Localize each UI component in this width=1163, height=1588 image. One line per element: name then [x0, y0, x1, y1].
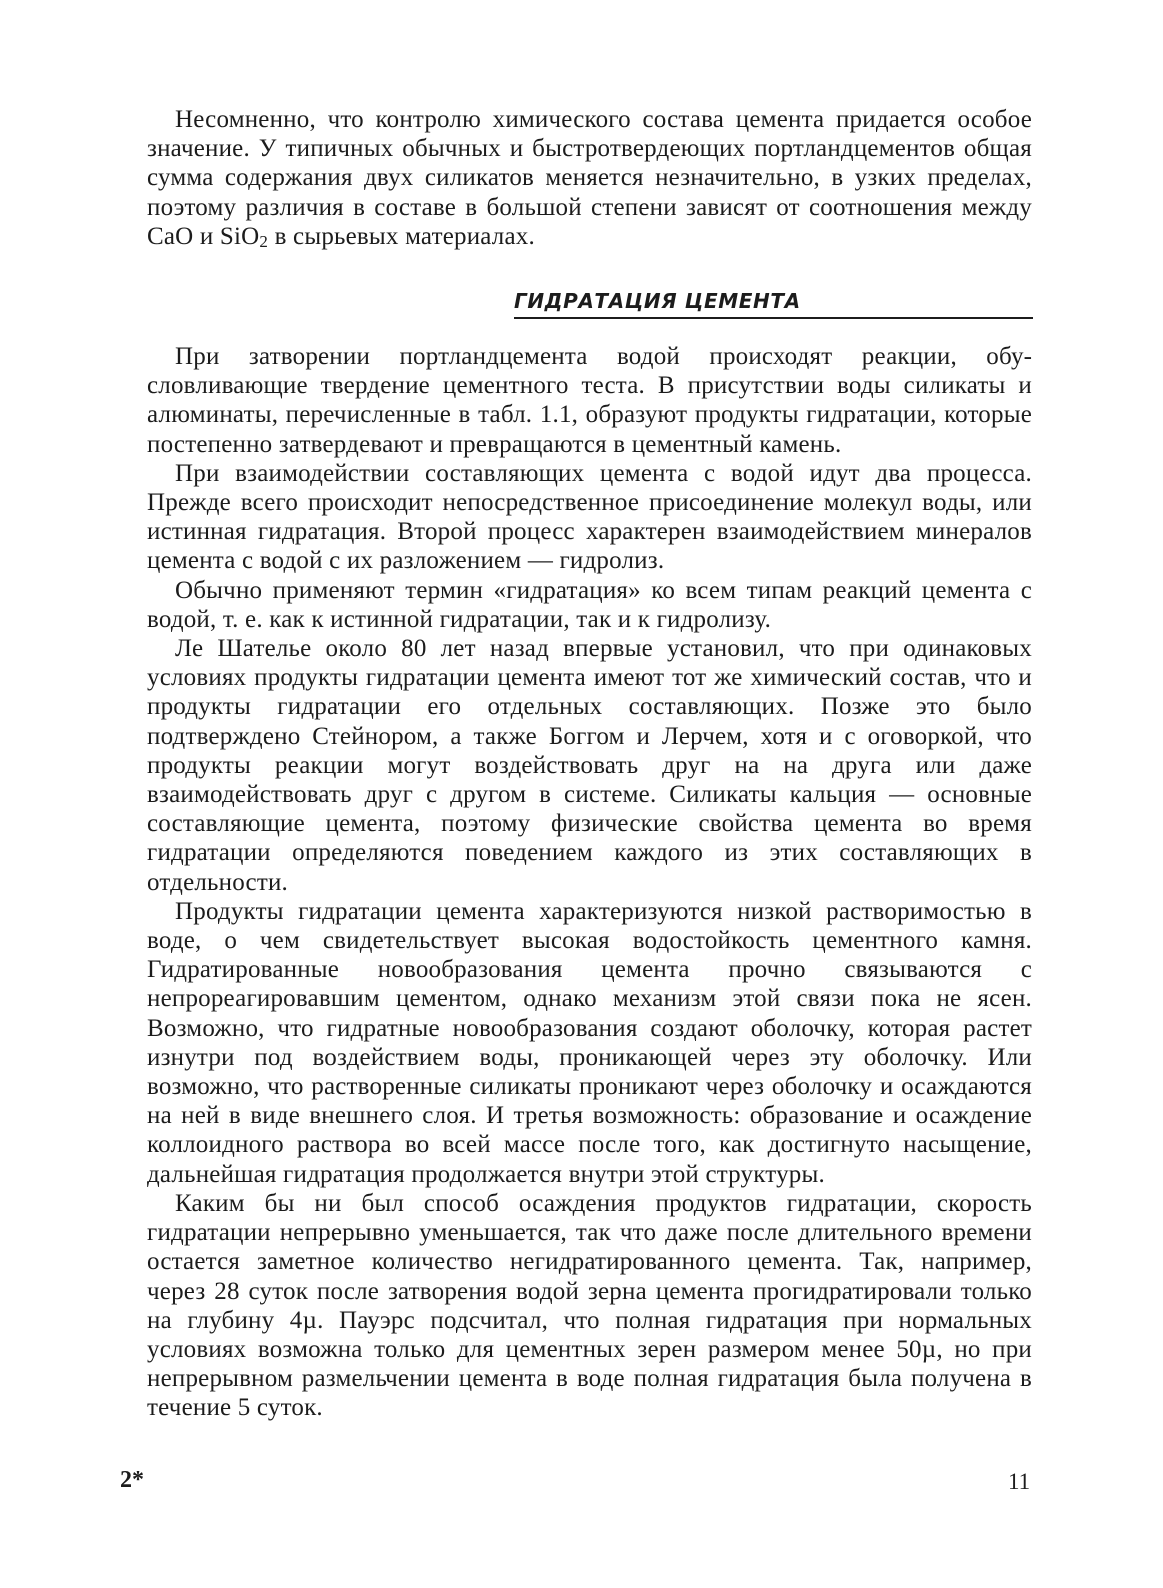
- body-paragraph-2: При взаимодействии составляющих цемента с водой идут два процесса. Прежде всего происходит непосредственное присоединение молекул воды, или истинная гидратация. Второй процесс характерен взаимодействием минералов цемента с водой с их разложением — гидролиз.: [147, 459, 1032, 575]
- body-paragraph-6: Каким бы ни был способ осаждения продуктов гидратации, скорость гидратации непрерывно уменьшается, так что даже после длительного времени остается заметное количество негидратированного цемента. Так, например, через 28 суток после затворения водой зерна цемента прогидратировали только на глубину 4µ. Пауэрс подсчитал, что полная гидратация при нормальных условиях возможна только для цементных зерен размером менее 50µ, но при непрерывном размельчении цемента в воде полная гидратация была получена в течение 5 суток.: [147, 1189, 1032, 1422]
- body-paragraph-5: Продукты гидратации цемента характеризуются низкой растворимостью в воде, о чем свидетельствует высокая водостойкость цементного камня. Гидратированные новообразования цемента прочно связываются с непрореагировавшим цементом, однако механизм этой связи пока не ясен. Возможно, что гидратные новообразования создают оболочку, которая растет изнутри под воздействием воды, проникающей через эту оболочку. Или возможно, что растворенные силикаты проникают через оболочку и осаждаются на ней в виде внешнего слоя. И третья возможность: образование и осаждение коллоидного раствора во всей массе после того, как достигнуто насыщение, дальнейшая гидратация продолжается внутри этой структуры.: [147, 897, 1032, 1188]
- section-heading-block: [514, 288, 1033, 319]
- intro-text-block: [147, 105, 1032, 251]
- body-text-block: [147, 342, 1032, 1423]
- signature-mark: 2*: [120, 1467, 144, 1493]
- intro-paragraph-tail: в сырьевых материалах.: [268, 222, 535, 250]
- page-number: 11: [1008, 1469, 1031, 1494]
- intro-paragraph: [147, 105, 1032, 251]
- intro-paragraph-subscript: 2: [259, 231, 269, 251]
- intro-paragraph-text: Несомненно, что контролю химического состава цемента придается особое значение. У типичных обычных и быстротвердеющих портландцементов общая сумма содержания двух силикатов меняется незначительно, в узких пределах, поэтому различия в составе в большой степени зависят от соотношения между CaO и SiO: [147, 106, 1032, 250]
- heading-underline: [514, 317, 1033, 319]
- section-heading: ГИДРАТАЦИЯ ЦЕМЕНТА: [514, 289, 801, 313]
- body-paragraph-3: Обычно применяют термин «гидратация» ко всем типам реакций цемента с водой, т. е. как к истинной гидратации, так и к гидролизу.: [147, 576, 1032, 633]
- body-paragraph-4: Ле Шателье около 80 лет назад впервые установил, что при одинаковых условиях продукты гидратации цемента имеют тот же химический состав, что и продукты гидратации его отдельных составляющих. Позже это было подтверждено Стейнором, а также Боггом и Лерчем, хотя и с оговоркой, что продукты реакции могут воздействовать друг на на друга или даже взаимодействовать друг с другом в системе. Силикаты кальция — основные составляющие цемента, поэтому физические свойства цемента во время гидратации определяются поведением каждого из этих составляющих в отдельности.: [147, 635, 1032, 896]
- body-paragraph-1: При затворении портландцемента водой происходят реакции, обусловливающие твердение цементного теста. В присутствии воды силикаты и алюминаты, перечисленные в табл. 1.1, образуют продукты гидратации, которые постепенно затвердевают и превращаются в цементный камень.: [147, 343, 1032, 458]
